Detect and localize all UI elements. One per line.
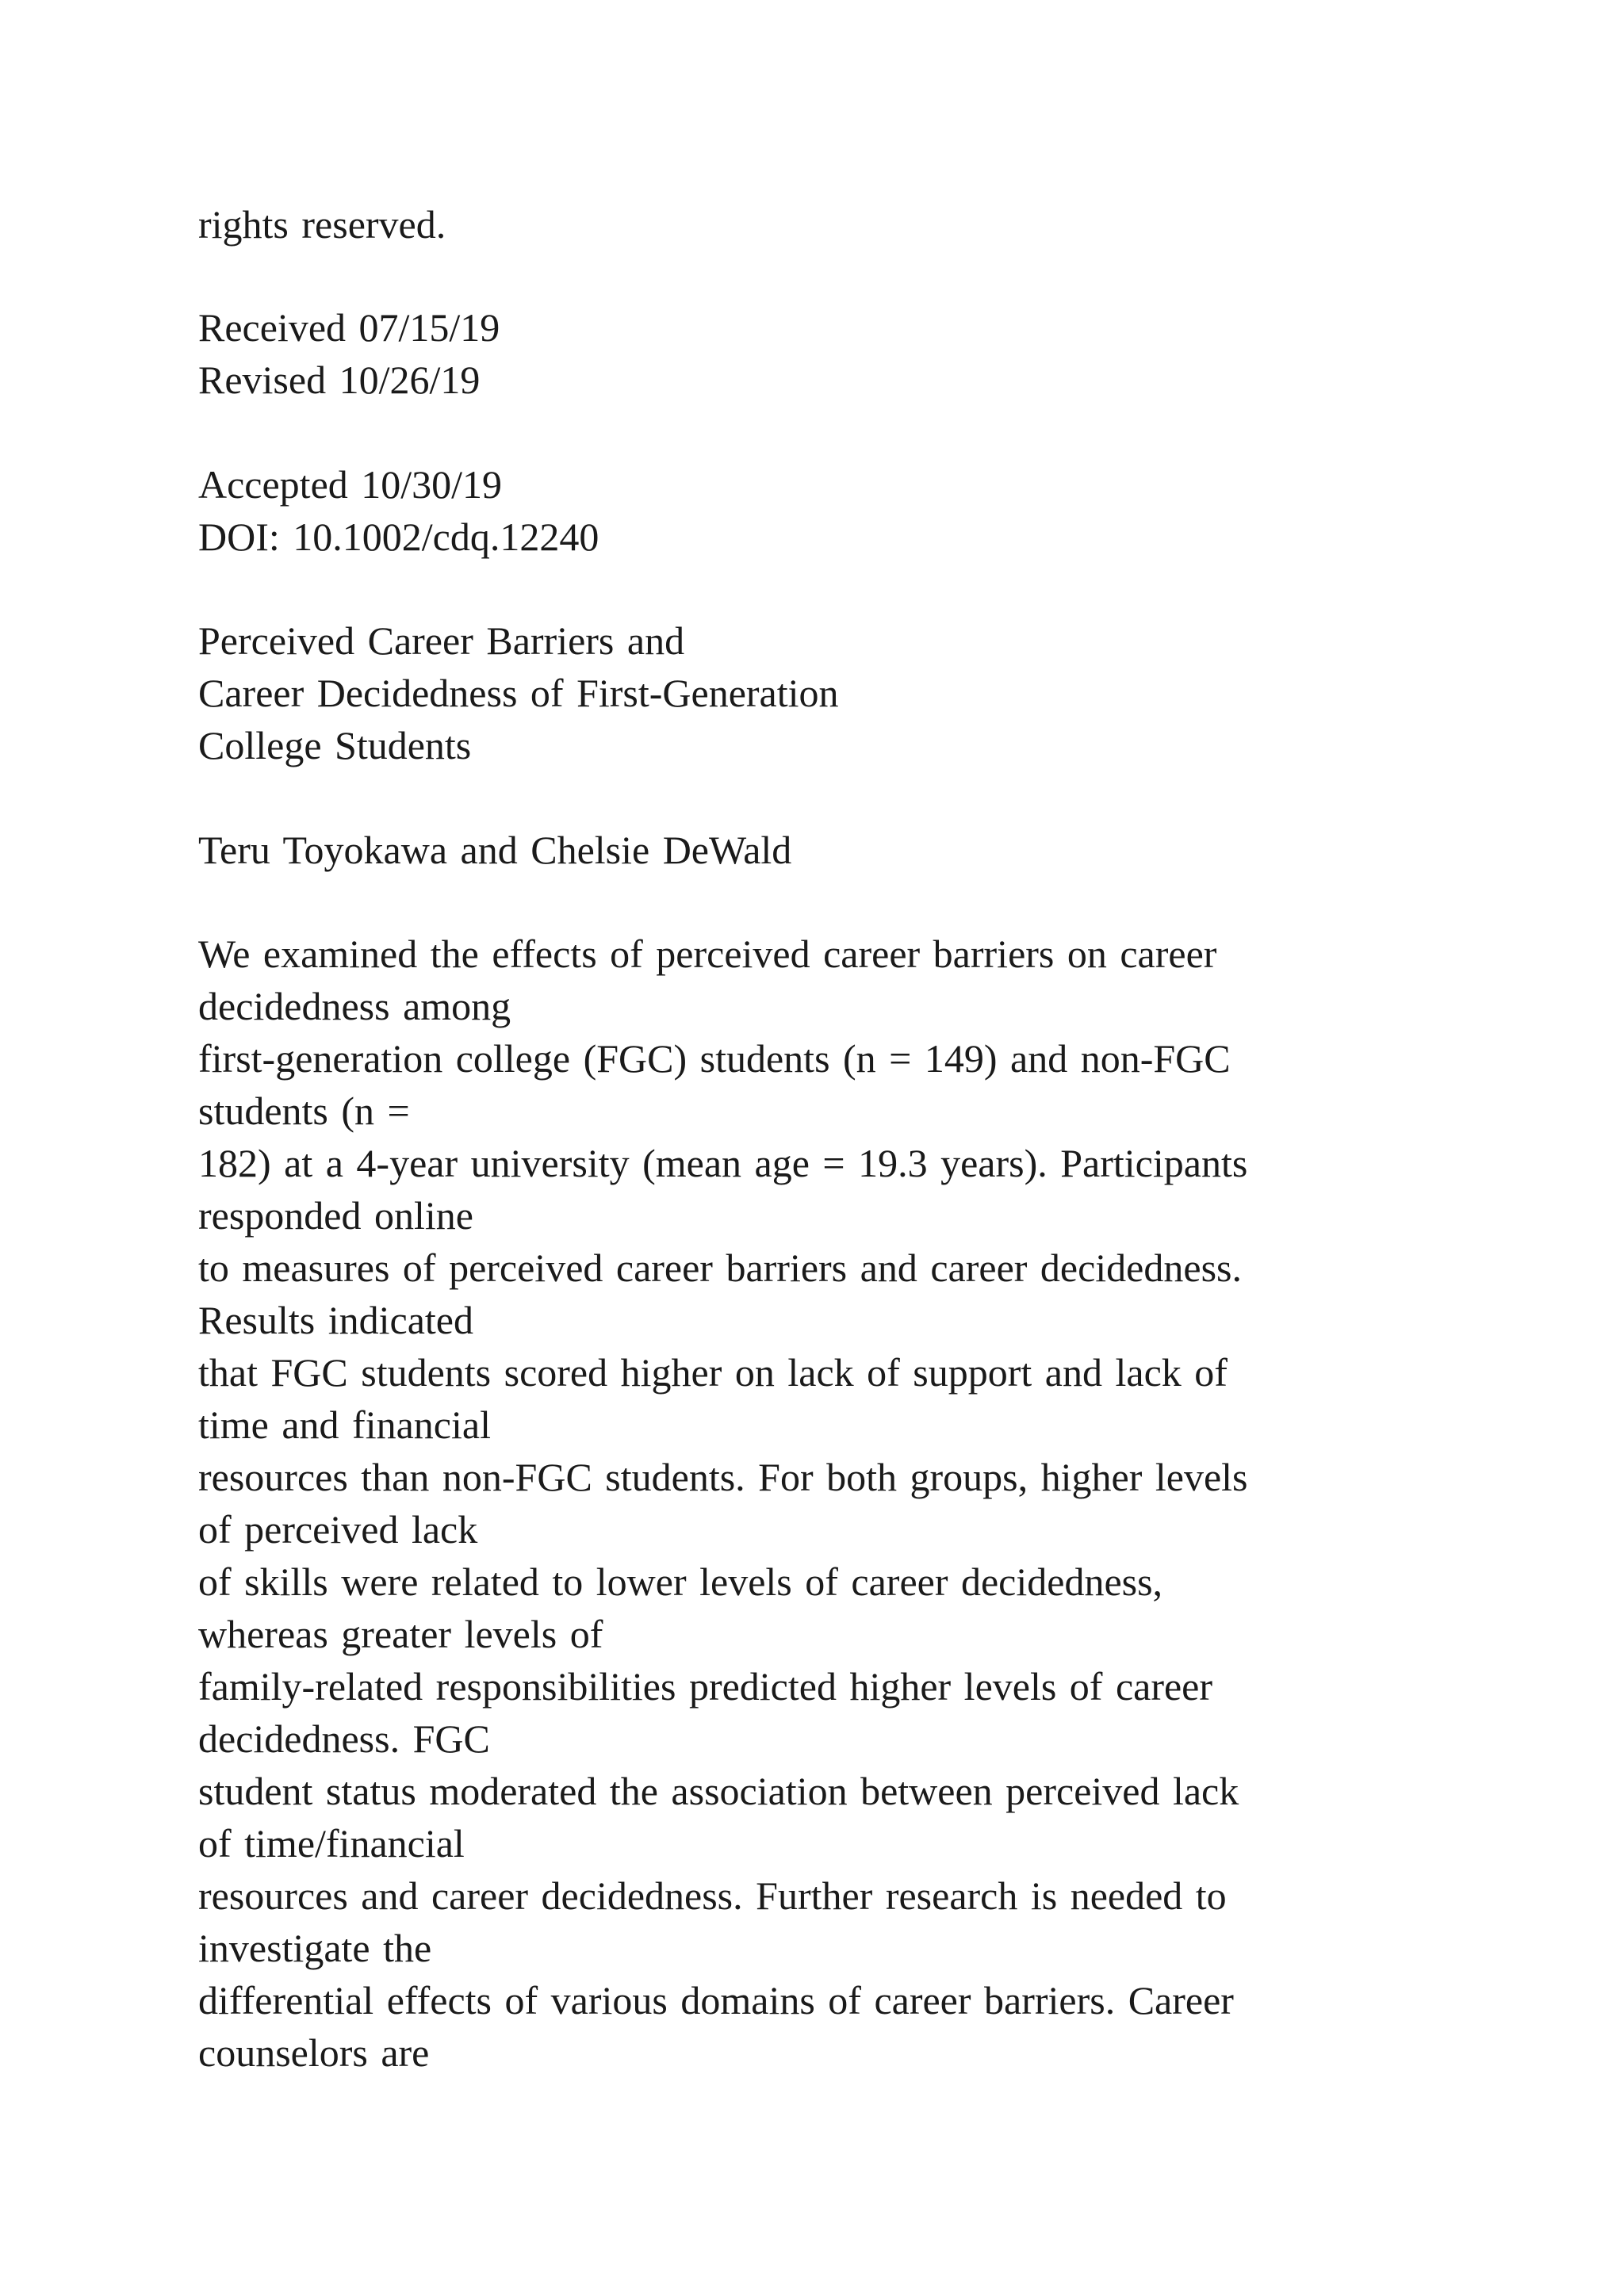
abstract-line: to measures of perceived career barriers and career decidedness. xyxy=(198,1246,1242,1290)
abstract-line: counselors are xyxy=(198,2030,430,2075)
abstract-line: of perceived lack xyxy=(198,1507,478,1552)
abstract-line: of time/financial xyxy=(198,1821,465,1866)
abstract-line: resources and career decidedness. Further research is needed to xyxy=(198,1873,1227,1918)
abstract-line: decidedness among xyxy=(198,984,511,1028)
abstract-line: whereas greater levels of xyxy=(198,1612,603,1656)
abstract-line: student status moderated the association between perceived lack xyxy=(198,1769,1239,1813)
revised-date: Revised 10/26/19 xyxy=(198,358,481,402)
abstract-line: decidedness. FGC xyxy=(198,1716,490,1761)
abstract-line: responded online xyxy=(198,1193,473,1238)
abstract-line: family-related responsibilities predicted higher levels of career xyxy=(198,1664,1213,1709)
doi: DOI: 10.1002/cdq.12240 xyxy=(198,515,599,559)
authors: Teru Toyokawa and Chelsie DeWald xyxy=(198,828,792,872)
abstract-line: time and financial xyxy=(198,1402,491,1447)
received-date: Received 07/15/19 xyxy=(198,305,500,350)
abstract-line: Results indicated xyxy=(198,1298,473,1342)
rights-text: rights reserved. xyxy=(198,202,446,247)
abstract-line: investigate the xyxy=(198,1926,432,1970)
abstract-line: 182) at a 4-year university (mean age = 19.3 years). Participants xyxy=(198,1141,1248,1185)
title-line: Career Decidedness of First-Generation xyxy=(198,671,839,715)
title-line: College Students xyxy=(198,723,472,767)
abstract-line: differential effects of various domains of career barriers. Career xyxy=(198,1978,1234,2022)
title-line: Perceived Career Barriers and xyxy=(198,618,685,663)
abstract-line: of skills were related to lower levels of career decidedness, xyxy=(198,1559,1163,1604)
accepted-date: Accepted 10/30/19 xyxy=(198,462,503,507)
abstract-line: We examined the effects of perceived career barriers on career xyxy=(198,932,1217,976)
abstract-line: that FGC students scored higher on lack of support and lack of xyxy=(198,1350,1228,1395)
abstract-line: first-generation college (FGC) students (n = 149) and non-FGC xyxy=(198,1036,1231,1081)
abstract-line: students (n = xyxy=(198,1089,410,1133)
abstract-line: resources than non-FGC students. For both groups, higher levels xyxy=(198,1455,1248,1499)
